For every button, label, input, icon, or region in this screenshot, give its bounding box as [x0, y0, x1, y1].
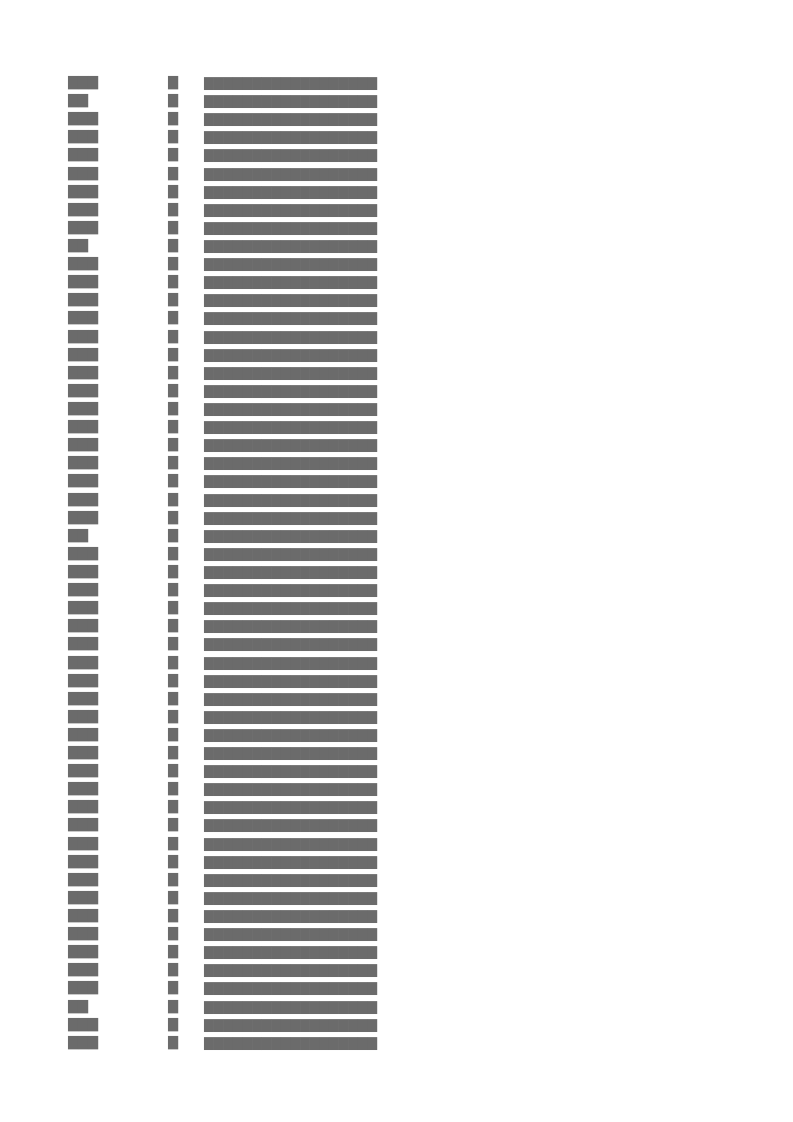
name-cell: ▇▇▇ [68, 328, 98, 344]
gender-cell: ▇ [168, 944, 178, 960]
name-cell: ▇▇▇ [68, 400, 98, 416]
gender-cell: ▇ [168, 129, 178, 145]
id-number-cell: ▇▇▇▇▇▇▇▇▇▇▇▇▇▇▇▇▇▇ [204, 310, 378, 326]
gender-cell: ▇ [168, 147, 178, 163]
table-row [68, 798, 378, 816]
name-cell: ▇▇▇ [68, 183, 98, 199]
name-cell: ▇▇▇ [68, 726, 98, 742]
gender-cell: ▇ [168, 745, 178, 761]
table-row [68, 237, 378, 255]
table-row [68, 563, 378, 581]
id-number-cell: ▇▇▇▇▇▇▇▇▇▇▇▇▇▇▇▇▇▇ [204, 545, 378, 561]
id-number-cell: ▇▇▇▇▇▇▇▇▇▇▇▇▇▇▇▇▇▇ [204, 1034, 378, 1050]
gender-cell: ▇ [168, 582, 178, 598]
name-cell: ▇▇▇ [68, 853, 98, 869]
table-row [68, 273, 378, 291]
id-number-cell: ▇▇▇▇▇▇▇▇▇▇▇▇▇▇▇▇▇▇ [204, 799, 378, 815]
name-cell: ▇▇▇ [68, 835, 98, 851]
gender-cell: ▇ [168, 962, 178, 978]
table-row [68, 545, 378, 563]
id-number-cell: ▇▇▇▇▇▇▇▇▇▇▇▇▇▇▇▇▇▇ [204, 111, 378, 127]
table-row [68, 690, 378, 708]
id-number-cell: ▇▇▇▇▇▇▇▇▇▇▇▇▇▇▇▇▇▇ [204, 853, 378, 869]
gender-cell: ▇ [168, 926, 178, 942]
id-number-cell: ▇▇▇▇▇▇▇▇▇▇▇▇▇▇▇▇▇▇ [204, 871, 378, 887]
table-row [68, 762, 378, 780]
name-cell: ▇▇▇ [68, 292, 98, 308]
gender-cell: ▇ [168, 545, 178, 561]
gender-cell: ▇ [168, 274, 178, 290]
id-number-cell: ▇▇▇▇▇▇▇▇▇▇▇▇▇▇▇▇▇▇ [204, 237, 378, 253]
gender-cell: ▇ [168, 817, 178, 833]
name-cell: ▇▇▇ [68, 618, 98, 634]
table-row [68, 509, 378, 527]
name-cell: ▇▇▇ [68, 147, 98, 163]
name-cell: ▇▇▇ [68, 274, 98, 290]
gender-cell: ▇ [168, 853, 178, 869]
name-cell: ▇▇▇ [68, 908, 98, 924]
name-cell: ▇▇▇ [68, 944, 98, 960]
name-cell: ▇▇▇ [68, 636, 98, 652]
table-row [68, 979, 378, 997]
id-number-cell: ▇▇▇▇▇▇▇▇▇▇▇▇▇▇▇▇▇▇ [204, 672, 378, 688]
table-row [68, 617, 378, 635]
table-row [68, 853, 378, 871]
name-cell: ▇▇▇ [68, 889, 98, 905]
name-cell: ▇▇▇ [68, 871, 98, 887]
id-number-cell: ▇▇▇▇▇▇▇▇▇▇▇▇▇▇▇▇▇▇ [204, 382, 378, 398]
gender-cell: ▇ [168, 201, 178, 217]
gender-cell: ▇ [168, 256, 178, 272]
gender-cell: ▇ [168, 871, 178, 887]
name-cell: ▇▇▇ [68, 201, 98, 217]
gender-cell: ▇ [168, 437, 178, 453]
name-cell: ▇▇▇ [68, 219, 98, 235]
gender-cell: ▇ [168, 600, 178, 616]
gender-cell: ▇ [168, 400, 178, 416]
gender-cell: ▇ [168, 328, 178, 344]
table-row [68, 328, 378, 346]
name-cell: ▇▇▇ [68, 1034, 98, 1050]
name-cell: ▇▇▇ [68, 382, 98, 398]
id-number-cell: ▇▇▇▇▇▇▇▇▇▇▇▇▇▇▇▇▇▇ [204, 889, 378, 905]
table-row [68, 1034, 378, 1052]
table-row [68, 382, 378, 400]
gender-cell: ▇ [168, 690, 178, 706]
gender-cell: ▇ [168, 1034, 178, 1050]
id-number-cell: ▇▇▇▇▇▇▇▇▇▇▇▇▇▇▇▇▇▇ [204, 509, 378, 525]
gender-cell: ▇ [168, 93, 178, 109]
gender-cell: ▇ [168, 835, 178, 851]
id-number-cell: ▇▇▇▇▇▇▇▇▇▇▇▇▇▇▇▇▇▇ [204, 745, 378, 761]
table-row [68, 219, 378, 237]
gender-cell: ▇ [168, 111, 178, 127]
gender-cell: ▇ [168, 1016, 178, 1032]
table-row [68, 146, 378, 164]
id-number-cell: ▇▇▇▇▇▇▇▇▇▇▇▇▇▇▇▇▇▇ [204, 781, 378, 797]
id-number-cell: ▇▇▇▇▇▇▇▇▇▇▇▇▇▇▇▇▇▇ [204, 183, 378, 199]
table-row [68, 871, 378, 889]
table-row [68, 346, 378, 364]
id-number-cell: ▇▇▇▇▇▇▇▇▇▇▇▇▇▇▇▇▇▇ [204, 708, 378, 724]
id-number-cell: ▇▇▇▇▇▇▇▇▇▇▇▇▇▇▇▇▇▇ [204, 835, 378, 851]
gender-cell: ▇ [168, 75, 178, 90]
gender-cell: ▇ [168, 292, 178, 308]
name-cell: ▇▇▇ [68, 962, 98, 978]
name-cell: ▇▇▇ [68, 455, 98, 471]
gender-cell: ▇ [168, 998, 178, 1014]
table-row [68, 291, 378, 309]
id-number-cell: ▇▇▇▇▇▇▇▇▇▇▇▇▇▇▇▇▇▇ [204, 690, 378, 706]
name-cell: ▇▇▇ [68, 672, 98, 688]
table-row [68, 654, 378, 672]
record-list [68, 74, 378, 1052]
name-cell: ▇▇ [68, 527, 88, 543]
name-cell: ▇▇▇ [68, 346, 98, 362]
table-row [68, 1016, 378, 1034]
name-cell: ▇▇▇ [68, 545, 98, 561]
gender-cell: ▇ [168, 654, 178, 670]
table-row [68, 672, 378, 690]
id-number-cell: ▇▇▇▇▇▇▇▇▇▇▇▇▇▇▇▇▇▇ [204, 618, 378, 634]
table-row [68, 581, 378, 599]
id-number-cell: ▇▇▇▇▇▇▇▇▇▇▇▇▇▇▇▇▇▇ [204, 998, 378, 1014]
gender-cell: ▇ [168, 364, 178, 380]
gender-cell: ▇ [168, 781, 178, 797]
table-row [68, 925, 378, 943]
gender-cell: ▇ [168, 636, 178, 652]
name-cell: ▇▇▇ [68, 509, 98, 525]
id-number-cell: ▇▇▇▇▇▇▇▇▇▇▇▇▇▇▇▇▇▇ [204, 763, 378, 779]
id-number-cell: ▇▇▇▇▇▇▇▇▇▇▇▇▇▇▇▇▇▇ [204, 926, 378, 942]
name-cell: ▇▇▇ [68, 437, 98, 453]
id-number-cell: ▇▇▇▇▇▇▇▇▇▇▇▇▇▇▇▇▇▇ [204, 437, 378, 453]
name-cell: ▇▇▇ [68, 690, 98, 706]
table-row [68, 201, 378, 219]
name-cell: ▇▇▇ [68, 364, 98, 380]
id-number-cell: ▇▇▇▇▇▇▇▇▇▇▇▇▇▇▇▇▇▇ [204, 980, 378, 996]
table-row [68, 128, 378, 146]
gender-cell: ▇ [168, 726, 178, 742]
id-number-cell: ▇▇▇▇▇▇▇▇▇▇▇▇▇▇▇▇▇▇ [204, 346, 378, 362]
name-cell: ▇▇▇ [68, 745, 98, 761]
gender-cell: ▇ [168, 509, 178, 525]
table-row [68, 599, 378, 617]
gender-cell: ▇ [168, 672, 178, 688]
table-row [68, 110, 378, 128]
name-cell: ▇▇▇ [68, 654, 98, 670]
gender-cell: ▇ [168, 708, 178, 724]
gender-cell: ▇ [168, 889, 178, 905]
id-number-cell: ▇▇▇▇▇▇▇▇▇▇▇▇▇▇▇▇▇▇ [204, 364, 378, 380]
gender-cell: ▇ [168, 799, 178, 815]
name-cell: ▇▇▇ [68, 75, 98, 90]
table-row [68, 364, 378, 382]
name-cell: ▇▇▇ [68, 817, 98, 833]
gender-cell: ▇ [168, 908, 178, 924]
gender-cell: ▇ [168, 980, 178, 996]
name-cell: ▇▇▇ [68, 111, 98, 127]
name-cell: ▇▇ [68, 998, 88, 1014]
id-number-cell: ▇▇▇▇▇▇▇▇▇▇▇▇▇▇▇▇▇▇ [204, 817, 378, 833]
table-row [68, 436, 378, 454]
table-row [68, 183, 378, 201]
id-number-cell: ▇▇▇▇▇▇▇▇▇▇▇▇▇▇▇▇▇▇ [204, 726, 378, 742]
id-number-cell: ▇▇▇▇▇▇▇▇▇▇▇▇▇▇▇▇▇▇ [204, 147, 378, 163]
name-cell: ▇▇▇ [68, 582, 98, 598]
gender-cell: ▇ [168, 419, 178, 435]
id-number-cell: ▇▇▇▇▇▇▇▇▇▇▇▇▇▇▇▇▇▇ [204, 274, 378, 290]
table-row [68, 527, 378, 545]
id-number-cell: ▇▇▇▇▇▇▇▇▇▇▇▇▇▇▇▇▇▇ [204, 654, 378, 670]
gender-cell: ▇ [168, 382, 178, 398]
id-number-cell: ▇▇▇▇▇▇▇▇▇▇▇▇▇▇▇▇▇▇ [204, 455, 378, 471]
id-number-cell: ▇▇▇▇▇▇▇▇▇▇▇▇▇▇▇▇▇▇ [204, 473, 378, 489]
gender-cell: ▇ [168, 455, 178, 471]
table-row [68, 491, 378, 509]
table-row [68, 726, 378, 744]
id-number-cell: ▇▇▇▇▇▇▇▇▇▇▇▇▇▇▇▇▇▇ [204, 527, 378, 543]
name-cell: ▇▇▇ [68, 256, 98, 272]
name-cell: ▇▇▇ [68, 926, 98, 942]
name-cell: ▇▇▇ [68, 763, 98, 779]
table-row [68, 708, 378, 726]
name-cell: ▇▇▇ [68, 980, 98, 996]
table-row [68, 309, 378, 327]
name-cell: ▇▇▇ [68, 473, 98, 489]
id-number-cell: ▇▇▇▇▇▇▇▇▇▇▇▇▇▇▇▇▇▇ [204, 582, 378, 598]
table-row [68, 400, 378, 418]
table-row [68, 998, 378, 1016]
name-cell: ▇▇▇ [68, 799, 98, 815]
id-number-cell: ▇▇▇▇▇▇▇▇▇▇▇▇▇▇▇▇▇▇ [204, 491, 378, 507]
table-row [68, 165, 378, 183]
id-number-cell: ▇▇▇▇▇▇▇▇▇▇▇▇▇▇▇▇▇▇ [204, 563, 378, 579]
table-row [68, 780, 378, 798]
table-row [68, 454, 378, 472]
gender-cell: ▇ [168, 237, 178, 253]
table-row [68, 889, 378, 907]
id-number-cell: ▇▇▇▇▇▇▇▇▇▇▇▇▇▇▇▇▇▇ [204, 256, 378, 272]
id-number-cell: ▇▇▇▇▇▇▇▇▇▇▇▇▇▇▇▇▇▇ [204, 944, 378, 960]
name-cell: ▇▇▇ [68, 781, 98, 797]
name-cell: ▇▇▇ [68, 419, 98, 435]
name-cell: ▇▇▇ [68, 708, 98, 724]
id-number-cell: ▇▇▇▇▇▇▇▇▇▇▇▇▇▇▇▇▇▇ [204, 908, 378, 924]
id-number-cell: ▇▇▇▇▇▇▇▇▇▇▇▇▇▇▇▇▇▇ [204, 201, 378, 217]
name-cell: ▇▇▇ [68, 129, 98, 145]
id-number-cell: ▇▇▇▇▇▇▇▇▇▇▇▇▇▇▇▇▇▇ [204, 419, 378, 435]
gender-cell: ▇ [168, 491, 178, 507]
table-row [68, 961, 378, 979]
id-number-cell: ▇▇▇▇▇▇▇▇▇▇▇▇▇▇▇▇▇▇ [204, 129, 378, 145]
gender-cell: ▇ [168, 618, 178, 634]
gender-cell: ▇ [168, 527, 178, 543]
table-row [68, 907, 378, 925]
name-cell: ▇▇▇ [68, 310, 98, 326]
table-row [68, 255, 378, 273]
table-row [68, 635, 378, 653]
gender-cell: ▇ [168, 219, 178, 235]
id-number-cell: ▇▇▇▇▇▇▇▇▇▇▇▇▇▇▇▇▇▇ [204, 1016, 378, 1032]
table-row [68, 74, 378, 92]
name-cell: ▇▇▇ [68, 165, 98, 181]
gender-cell: ▇ [168, 763, 178, 779]
id-number-cell: ▇▇▇▇▇▇▇▇▇▇▇▇▇▇▇▇▇▇ [204, 962, 378, 978]
table-row [68, 744, 378, 762]
id-number-cell: ▇▇▇▇▇▇▇▇▇▇▇▇▇▇▇▇▇▇ [204, 93, 378, 109]
name-cell: ▇▇▇ [68, 563, 98, 579]
table-row [68, 943, 378, 961]
gender-cell: ▇ [168, 165, 178, 181]
id-number-cell: ▇▇▇▇▇▇▇▇▇▇▇▇▇▇▇▇▇▇ [204, 636, 378, 652]
gender-cell: ▇ [168, 473, 178, 489]
id-number-cell: ▇▇▇▇▇▇▇▇▇▇▇▇▇▇▇▇▇▇ [204, 600, 378, 616]
name-cell: ▇▇ [68, 237, 88, 253]
name-cell: ▇▇▇ [68, 600, 98, 616]
name-cell: ▇▇ [68, 93, 88, 109]
table-row [68, 472, 378, 490]
table-row [68, 835, 378, 853]
table-row [68, 816, 378, 834]
table-row [68, 418, 378, 436]
id-number-cell: ▇▇▇▇▇▇▇▇▇▇▇▇▇▇▇▇▇▇ [204, 292, 378, 308]
gender-cell: ▇ [168, 183, 178, 199]
gender-cell: ▇ [168, 310, 178, 326]
id-number-cell: ▇▇▇▇▇▇▇▇▇▇▇▇▇▇▇▇▇▇ [204, 400, 378, 416]
table-row [68, 92, 378, 110]
id-number-cell: ▇▇▇▇▇▇▇▇▇▇▇▇▇▇▇▇▇▇ [204, 219, 378, 235]
id-number-cell: ▇▇▇▇▇▇▇▇▇▇▇▇▇▇▇▇▇▇ [204, 75, 378, 90]
name-cell: ▇▇▇ [68, 1016, 98, 1032]
id-number-cell: ▇▇▇▇▇▇▇▇▇▇▇▇▇▇▇▇▇▇ [204, 328, 378, 344]
gender-cell: ▇ [168, 346, 178, 362]
gender-cell: ▇ [168, 563, 178, 579]
id-number-cell: ▇▇▇▇▇▇▇▇▇▇▇▇▇▇▇▇▇▇ [204, 165, 378, 181]
name-cell: ▇▇▇ [68, 491, 98, 507]
